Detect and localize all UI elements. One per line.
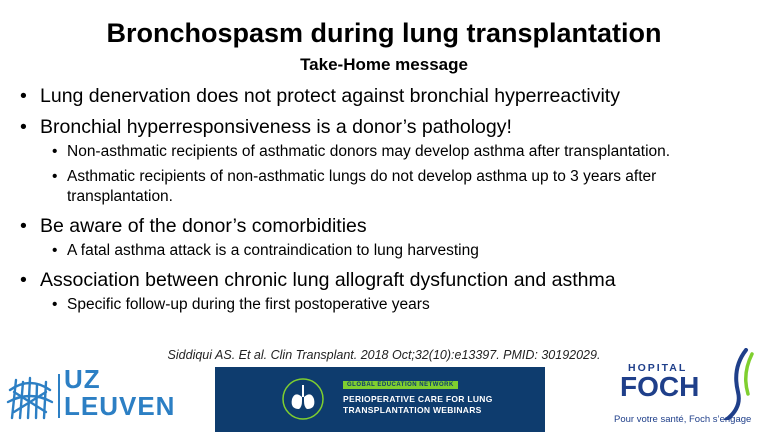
banner-line-2: TRANSPLANTATION WEBINARS (343, 405, 482, 415)
bullet-3 (20, 214, 750, 238)
webinar-banner (215, 367, 545, 432)
foch-swoosh-icon (718, 348, 763, 420)
bullet-2 (20, 115, 750, 139)
slide-subtitle: Take-Home message (300, 55, 468, 74)
bullet-1 (20, 84, 750, 108)
bullet-text: Association between chronic lung allograft dysfunction and asthma (40, 269, 616, 291)
bullet-text: Bronchial hyperresponsiveness is a donor’s pathology! (40, 116, 512, 138)
bullet-4 (20, 268, 750, 292)
sub-bullet: • Asthmatic recipients of non-asthmatic lungs do not develop asthma up to 3 years after transplantation. (20, 167, 750, 207)
sub-bullet: • A fatal asthma attack is a contraindication to lung harvesting (20, 241, 750, 261)
uz-separator (58, 374, 60, 418)
bullet-2-subitems (20, 142, 750, 207)
lungs-icon (281, 377, 325, 421)
hopital-foch-logo (600, 348, 765, 428)
sub-bullet: • Non-asthmatic recipients of asthmatic donors may develop asthma after transplantation. (20, 142, 750, 162)
uz-leuven-emblem-icon (6, 372, 54, 422)
banner-line-1: PERIOPERATIVE CARE FOR LUNG (343, 394, 493, 404)
bullet-text: Lung denervation does not protect against bronchial hyperreactivity (40, 85, 620, 107)
sub-bullet: • Specific follow-up during the first postoperative years (20, 295, 750, 315)
uz-leuven-logo (6, 364, 186, 424)
uz-line-2: LEUVEN (64, 391, 176, 421)
bullet-3-subitems (20, 241, 750, 261)
bullet-4-subitems (20, 295, 750, 315)
uz-line-1: UZ (64, 364, 101, 394)
foch-tagline: Pour votre santé, Foch s’engage (614, 414, 752, 425)
uz-leuven-wordmark (64, 366, 175, 420)
banner-network-label: GLOBAL EDUCATION NETWORK (343, 381, 458, 389)
foch-name: FOCH (620, 371, 700, 402)
slide-title: Bronchospasm during lung transplantation (106, 18, 662, 48)
foch-hopital-label: HOPITAL (628, 362, 688, 374)
bullet-text: Be aware of the donor’s comorbidities (40, 215, 367, 237)
citation: Siddiqui AS. Et al. Clin Transplant. 2018 Oct;32(10):e13397. PMID: 30192029. (167, 348, 601, 362)
bullet-list (20, 84, 750, 315)
